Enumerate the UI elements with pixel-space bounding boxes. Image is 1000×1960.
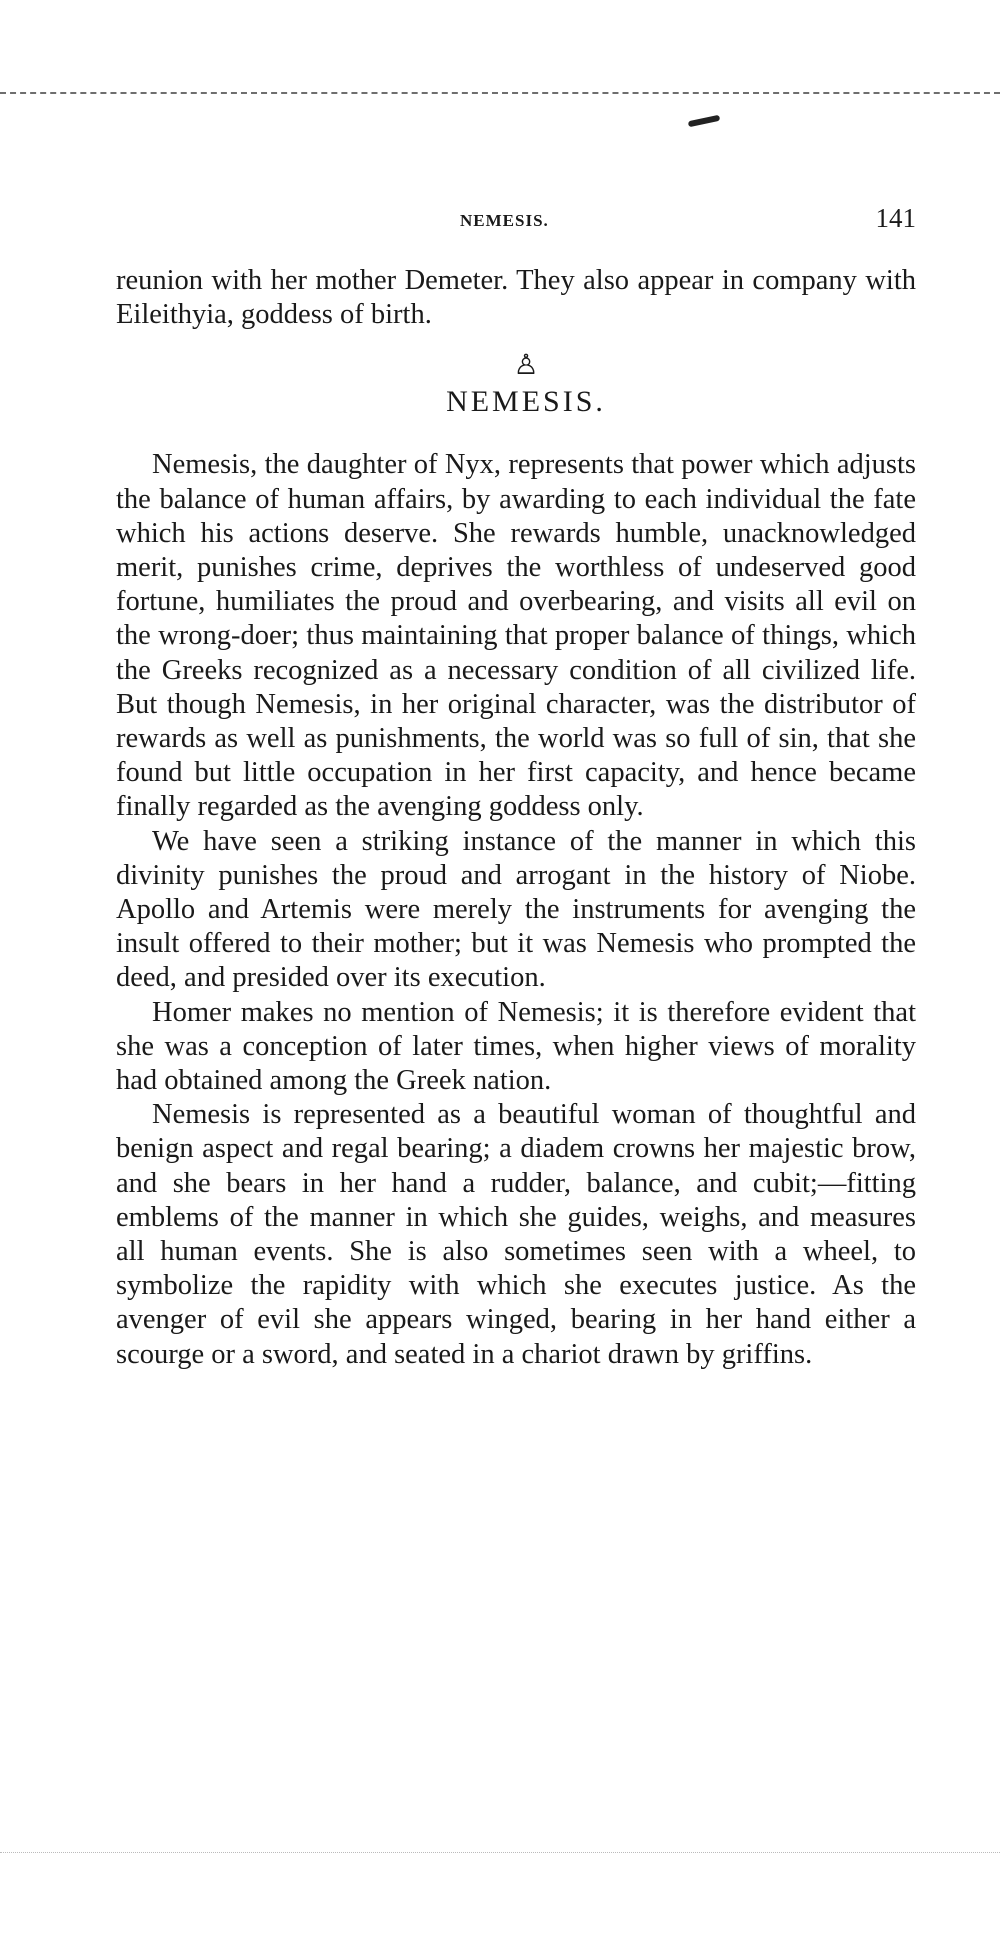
running-title: NEMESIS. [460, 211, 549, 230]
page-number: 141 [875, 203, 916, 233]
section-ornament: ♙ [513, 350, 539, 382]
continuation-paragraph: reunion with her mother Demeter. They also appear in company with Eileithyia, goddess of birth. [116, 265, 916, 331]
scan-artifact-rule [0, 92, 1000, 94]
page-body [116, 264, 916, 1372]
body-paragraph: We have seen a striking instance of the manner in which this divinity punishes the proud and arrogant in the history of Niobe. Apollo and Artemis were merely the instruments for avenging the insult offered to their mother; but it was Nemesis who prompted the deed, and presided over its execution. [116, 825, 916, 994]
scan-artifact-dots [0, 1852, 1000, 1853]
section-title: NEMESIS. [446, 385, 606, 419]
body-paragraph: Nemesis is represented as a beautiful woman of thoughtful and benign aspect and regal bearing; a diadem crowns her majestic brow, and she bears in her hand a rudder, balance, and cubit;—fitting emblems of the manner in which she guides, weighs, and measures all human events. She is also sometimes seen with a wheel, to symbolize the rapidity with which she executes justice. As the avenger of evil she appears winged, bearing in her hand either a scourge or a sword, and seated in a chariot drawn by griffins. [116, 1099, 916, 1370]
body-paragraph: Nemesis, the daughter of Nyx, represents that power which adjusts the balance of human affairs, by awarding to each individual the fate which his actions deserve. She rewards humble, unacknowledged merit, punishes crime, deprives the worthless of undeserved good fortune, humiliates the proud and overbearing, and visits all evil on the wrong-doer; thus maintaining that proper balance of things, which the Greeks recognized as a necessary condition of all civilized life. But though Nemesis, in her original character, was the distributor of rewards as well as punishments, the world was so full of sin, that she found but little occupation in her first capacity, and hence became finally regarded as the avenging goddess only. [116, 449, 916, 823]
running-head [116, 203, 916, 237]
body-paragraph: Homer makes no mention of Nemesis; it is therefore evident that she was a conception of later times, when higher views of morality had obtained among the Greek nation. [116, 996, 916, 1097]
scan-artifact-mark [688, 115, 721, 128]
